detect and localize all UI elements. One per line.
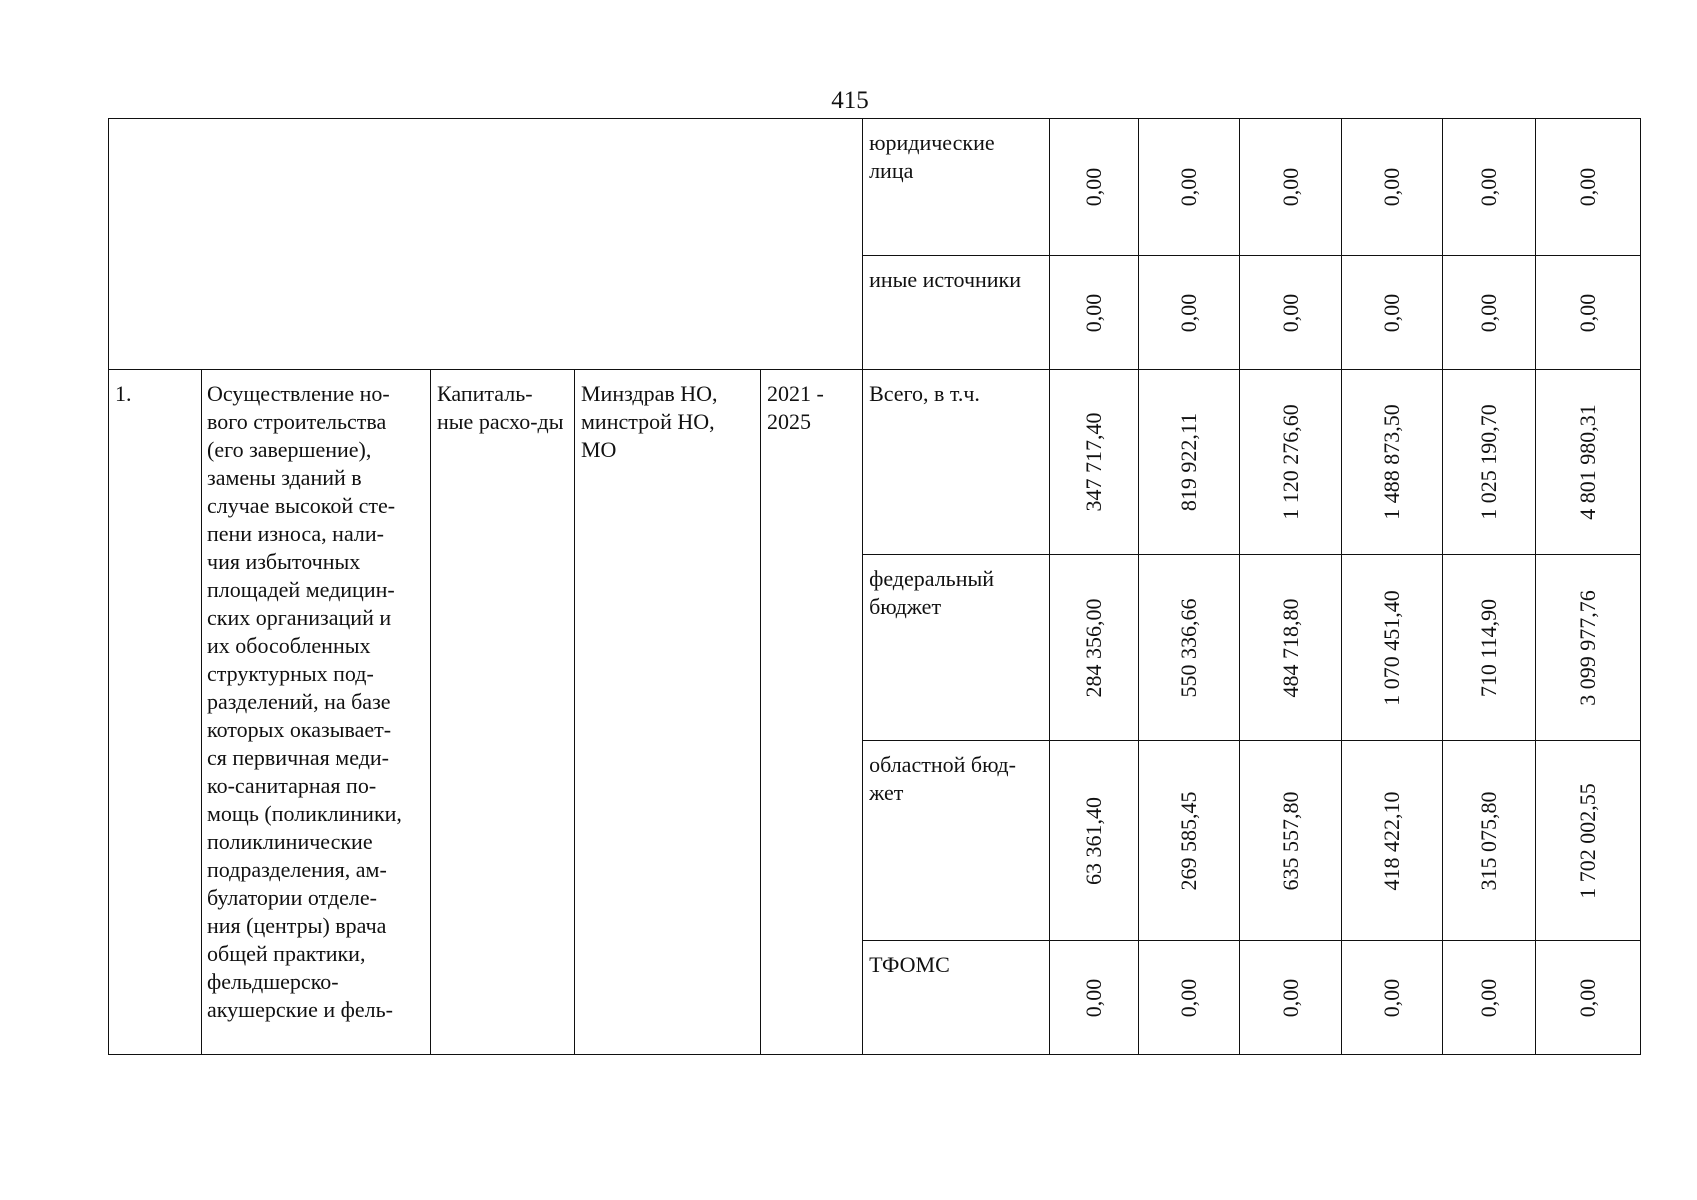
value-cell: 0,00 xyxy=(1139,256,1240,370)
source-cell: юридические лица xyxy=(863,119,1050,256)
value-cell: 0,00 xyxy=(1443,941,1536,1055)
value-cell: 0,00 xyxy=(1139,941,1240,1055)
table-row xyxy=(109,370,1641,555)
value-cell: 1 025 190,70 xyxy=(1443,370,1536,555)
value-cell: 1 488 873,50 xyxy=(1342,370,1443,555)
value-cell: 0,00 xyxy=(1443,256,1536,370)
value-cell: 418 422,10 xyxy=(1342,741,1443,941)
value-cell: 1 702 002,55 xyxy=(1536,741,1641,941)
source-cell: ТФОМС xyxy=(863,941,1050,1055)
value-cell: 0,00 xyxy=(1240,941,1342,1055)
value-cell: 484 718,80 xyxy=(1240,555,1342,741)
source-cell: иные источники xyxy=(863,256,1050,370)
value-cell: 0,00 xyxy=(1050,941,1139,1055)
value-cell: 0,00 xyxy=(1050,256,1139,370)
value-cell: 284 356,00 xyxy=(1050,555,1139,741)
value-cell: 0,00 xyxy=(1342,941,1443,1055)
value-cell: 0,00 xyxy=(1342,256,1443,370)
value-cell: 315 075,80 xyxy=(1443,741,1536,941)
expense-type-cell: Капиталь-ные расхо-ды xyxy=(431,370,575,1055)
value-cell: 3 099 977,76 xyxy=(1536,555,1641,741)
page-number: 415 xyxy=(831,87,869,114)
value-cell: 0,00 xyxy=(1050,119,1139,256)
value-cell: 63 361,40 xyxy=(1050,741,1139,941)
source-cell: федеральный бюджет xyxy=(863,555,1050,741)
item-description-cell: Осуществление но- вого строительства (его завершение), замены зданий в случае высокой сте- пени износа, нали- чия избыточных площадей медицин- ских организаций и их обособленных структурных под- разделений, на базе которых оказывает- ся первичная меди- ко-санитарная по- мощь (поликлиники, поликлинические подразделения, ам- булатории отделе- ния (центры) врача общей практики, фельдшерско- акушерские и фель- xyxy=(202,370,431,1055)
value-cell: 1 120 276,60 xyxy=(1240,370,1342,555)
item-number-cell: 1. xyxy=(109,370,202,1055)
value-cell: 0,00 xyxy=(1443,119,1536,256)
value-cell: 0,00 xyxy=(1139,119,1240,256)
value-cell: 0,00 xyxy=(1240,119,1342,256)
value-cell: 0,00 xyxy=(1536,119,1641,256)
value-cell: 635 557,80 xyxy=(1240,741,1342,941)
value-cell: 4 801 980,31 xyxy=(1536,370,1641,555)
executor-cell: Минздрав НО, минстрой НО, МО xyxy=(575,370,761,1055)
table-row xyxy=(109,119,1641,256)
value-cell: 1 070 451,40 xyxy=(1342,555,1443,741)
value-cell: 0,00 xyxy=(1240,256,1342,370)
value-cell: 0,00 xyxy=(1536,941,1641,1055)
value-cell: 819 922,11 xyxy=(1139,370,1240,555)
source-cell: Всего, в т.ч. xyxy=(863,370,1050,555)
value-cell: 710 114,90 xyxy=(1443,555,1536,741)
period-cell: 2021 - 2025 xyxy=(761,370,863,1055)
value-cell: 0,00 xyxy=(1536,256,1641,370)
source-cell: областной бюд-жет xyxy=(863,741,1050,941)
value-cell: 550 336,66 xyxy=(1139,555,1240,741)
value-cell: 0,00 xyxy=(1342,119,1443,256)
value-cell: 269 585,45 xyxy=(1139,741,1240,941)
budget-table xyxy=(108,118,1641,1055)
value-cell: 347 717,40 xyxy=(1050,370,1139,555)
empty-header-cell xyxy=(109,119,863,370)
